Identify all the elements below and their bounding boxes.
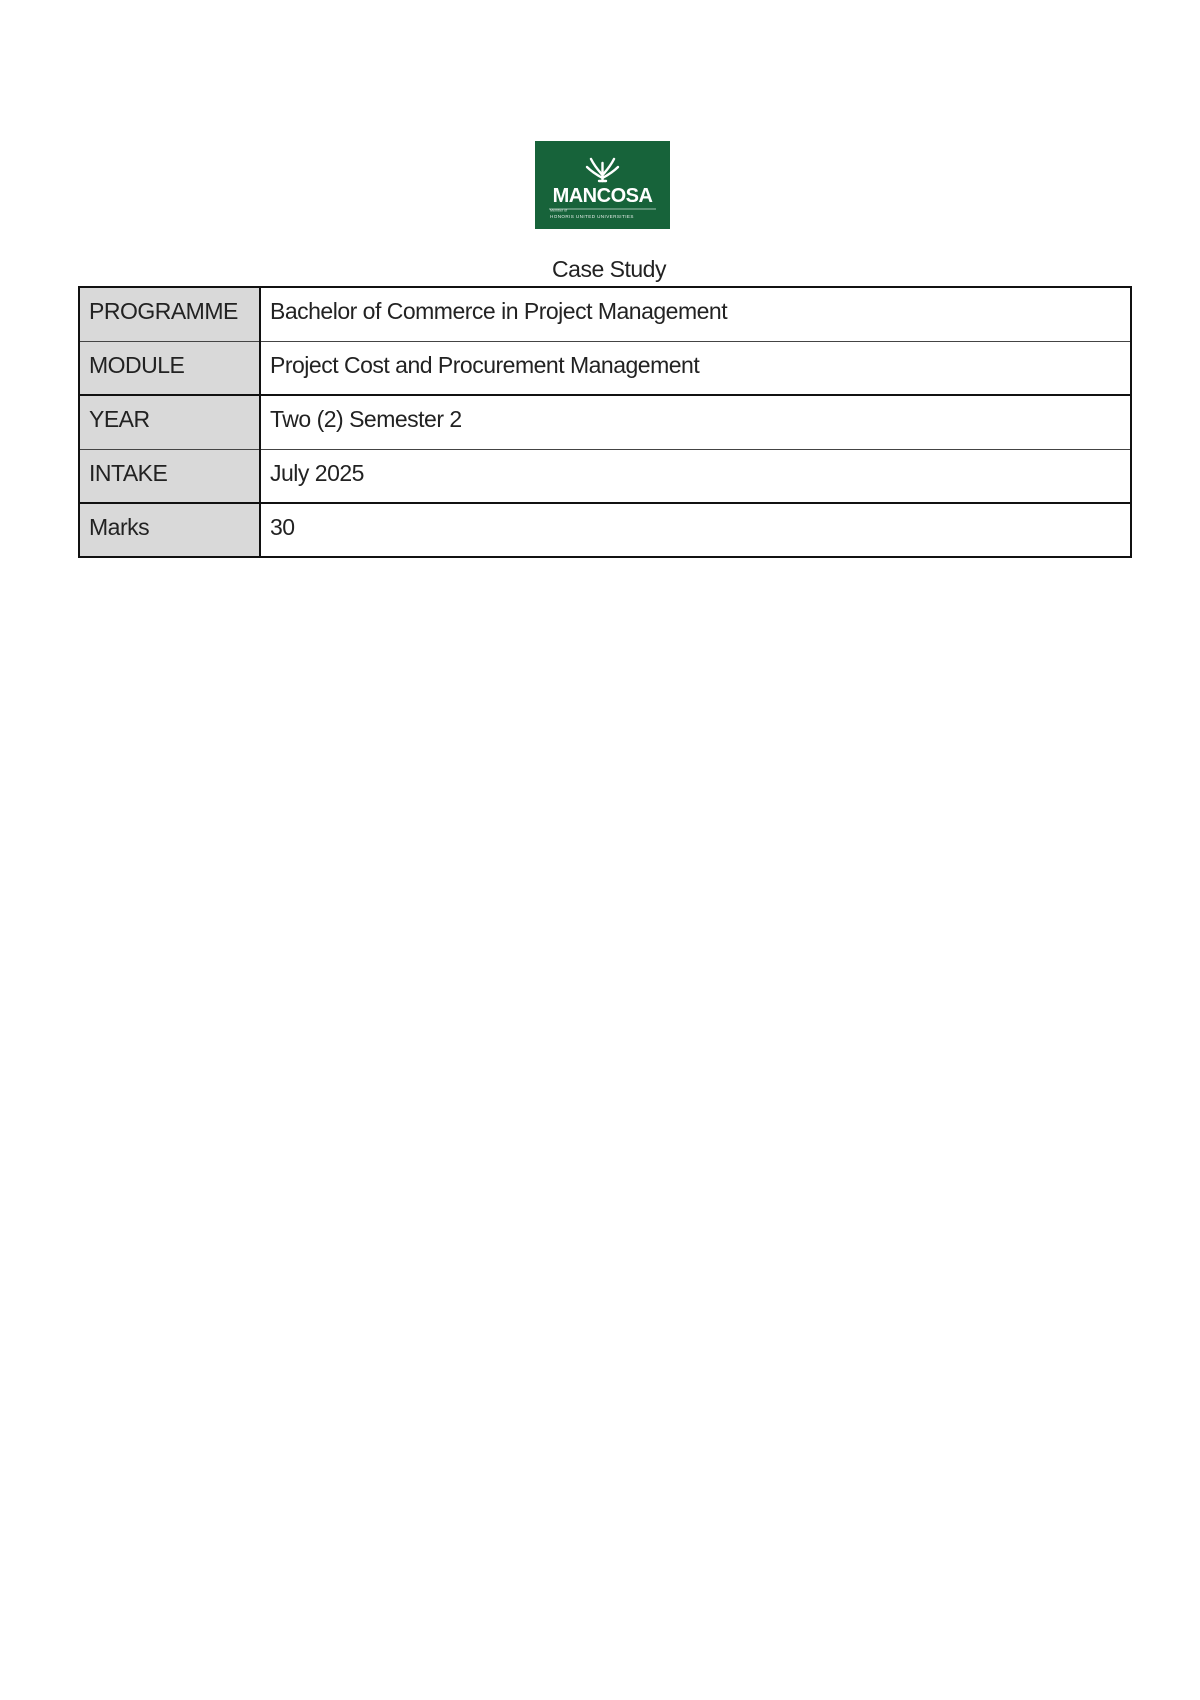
row-label-module: MODULE [79, 341, 260, 395]
table-row [79, 449, 1131, 503]
table-row [79, 341, 1131, 395]
row-label-marks: Marks [79, 503, 260, 557]
table-row [79, 503, 1131, 557]
document-title: Case Study [552, 256, 666, 282]
row-label-intake: INTAKE [79, 449, 260, 503]
row-label-year: YEAR [79, 395, 260, 449]
row-value-year: Two (2) Semester 2 [260, 395, 1131, 449]
row-value-intake: July 2025 [260, 449, 1131, 503]
row-label-programme: PROGRAMME [79, 287, 260, 341]
table-row [79, 395, 1131, 449]
mancosa-logo-mark [535, 141, 670, 229]
row-value-marks: 30 [260, 503, 1131, 557]
programme-info-table [78, 286, 1132, 558]
svg-text:Member of: Member of [550, 208, 568, 213]
svg-text:MANCOSA: MANCOSA [552, 185, 653, 207]
row-value-module: Project Cost and Procurement Management [260, 341, 1131, 395]
mancosa-logo [535, 141, 670, 229]
table-row [79, 287, 1131, 341]
svg-text:HONORIS UNITED UNIVERSITIES: HONORIS UNITED UNIVERSITIES [550, 214, 634, 219]
row-value-programme: Bachelor of Commerce in Project Management [260, 287, 1131, 341]
